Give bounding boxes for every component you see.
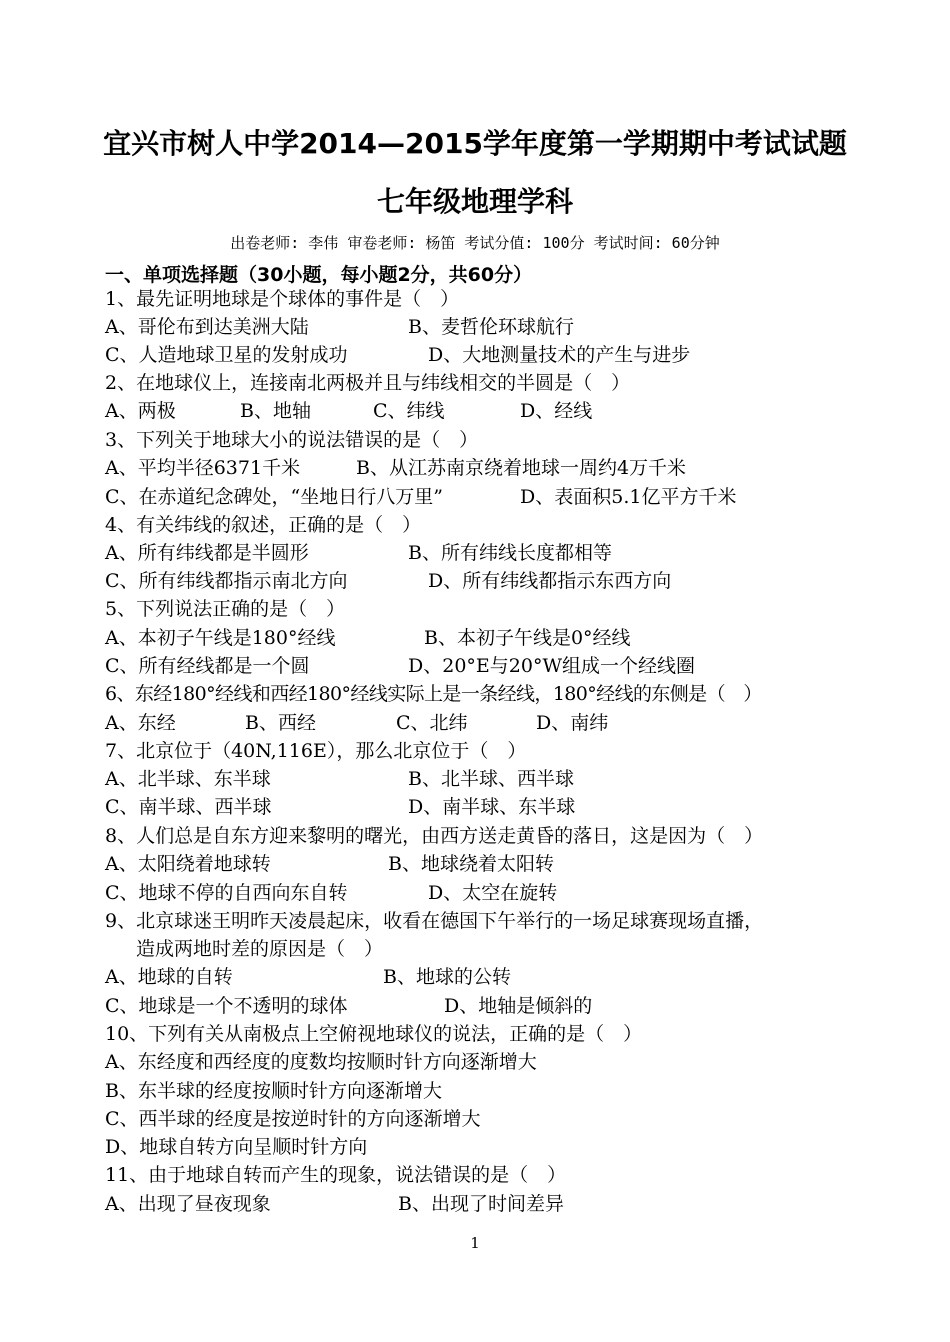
question-stem: 5、下列说法正确的是（ ）: [105, 598, 346, 620]
question-stem: 10、下列有关从南极点上空俯视地球仪的说法，正确的是（ ）: [105, 1023, 643, 1045]
option-c: C、所有经线都是一个圆: [105, 655, 310, 677]
question-stem: 11、由于地球自转而产生的现象，说法错误的是（ ）: [105, 1164, 567, 1186]
option-b: B、东半球的经度按顺时针方向逐渐增大: [105, 1080, 442, 1102]
option-c: C、地球不停的自西向东自转: [105, 882, 348, 904]
option-d: D、所有纬线都指示东西方向: [428, 570, 672, 592]
option-a: A、平均半径6371千米: [105, 457, 301, 479]
option-d: D、地轴是倾斜的: [444, 995, 593, 1017]
section-heading: 一、单项选择题（30小题，每小题2分，共60分）: [105, 264, 533, 286]
page-number: 1: [470, 1234, 480, 1252]
option-a: A、东经: [105, 712, 176, 734]
option-d: D、大地测量技术的产生与进步: [428, 344, 691, 366]
option-d: D、表面积5.1亿平方千米: [520, 486, 737, 508]
option-b: B、从江苏南京绕着地球一周约4万千米: [356, 457, 687, 479]
exam-title: 宜兴市树人中学2014—2015学年度第一学期期中考试试题: [103, 127, 847, 160]
option-a: A、地球的自转: [105, 966, 233, 988]
option-d: D、地球自转方向呈顺时针方向: [105, 1136, 368, 1158]
option-a: A、出现了昼夜现象: [105, 1193, 271, 1215]
option-b: B、本初子午线是0°经线: [424, 627, 631, 649]
option-d: D、太空在旋转: [428, 882, 558, 904]
option-b: B、北半球、西半球: [408, 768, 574, 790]
option-b: B、所有纬线长度都相等: [408, 542, 612, 564]
option-a: A、本初子午线是180°经线: [105, 627, 336, 649]
option-c: C、南半球、西半球: [105, 796, 272, 818]
option-a: A、哥伦布到达美洲大陆: [105, 316, 309, 338]
option-d: D、20°E与20°W组成一个经线圈: [408, 655, 695, 677]
question-stem: 9、北京球迷王明昨天凌晨起床，收看在德国下午举行的一场足球赛现场直播，: [105, 910, 764, 932]
question-stem: 7、北京位于（40N,116E），那么北京位于（ ）: [105, 740, 527, 762]
question-stem-continued: 造成两地时差的原因是（ ）: [136, 938, 384, 960]
option-a: A、北半球、东半球: [105, 768, 271, 790]
option-a: A、所有纬线都是半圆形: [105, 542, 309, 564]
option-a: A、两极: [105, 400, 176, 422]
option-b: B、地轴: [240, 400, 311, 422]
option-d: D、经线: [520, 400, 593, 422]
option-b: B、西经: [245, 712, 316, 734]
option-a: A、太阳绕着地球转: [105, 853, 271, 875]
option-a: A、东经度和西经度的度数均按顺时针方向逐渐增大: [105, 1051, 537, 1073]
question-stem: 1、最先证明地球是个球体的事件是（ ）: [105, 288, 460, 310]
option-c: C、在赤道纪念碑处，“坐地日行八万里”: [105, 486, 443, 508]
option-c: C、西半球的经度是按逆时针的方向逐渐增大: [105, 1108, 481, 1130]
question-stem: 8、人们总是自东方迎来黎明的曙光，由西方送走黄昏的落日，这是因为（ ）: [105, 825, 764, 847]
exam-meta-info: 出卷老师: 李伟 审卷老师: 杨笛 考试分值: 100分 考试时间: 60分钟: [230, 234, 720, 252]
option-c: C、北纬: [396, 712, 468, 734]
question-stem: 6、东经180°经线和西经180°经线实际上是一条经线，180°经线的东侧是（ ）: [105, 683, 762, 705]
option-b: B、麦哲伦环球航行: [408, 316, 574, 338]
option-c: C、所有纬线都指示南北方向: [105, 570, 348, 592]
exam-subtitle: 七年级地理学科: [376, 185, 573, 218]
question-stem: 4、有关纬线的叙述，正确的是（ ）: [105, 514, 422, 536]
option-b: B、出现了时间差异: [398, 1193, 564, 1215]
option-d: D、南半球、东半球: [408, 796, 576, 818]
option-c: C、人造地球卫星的发射成功: [105, 344, 348, 366]
question-stem: 3、下列关于地球大小的说法错误的是（ ）: [105, 429, 479, 451]
question-stem: 2、在地球仪上，连接南北两极并且与纬线相交的半圆是（ ）: [105, 372, 631, 394]
option-c: C、纬线: [373, 400, 445, 422]
option-b: B、地球的公转: [383, 966, 511, 988]
option-b: B、地球绕着太阳转: [388, 853, 554, 875]
option-d: D、南纬: [536, 712, 609, 734]
option-c: C、地球是一个不透明的球体: [105, 995, 348, 1017]
